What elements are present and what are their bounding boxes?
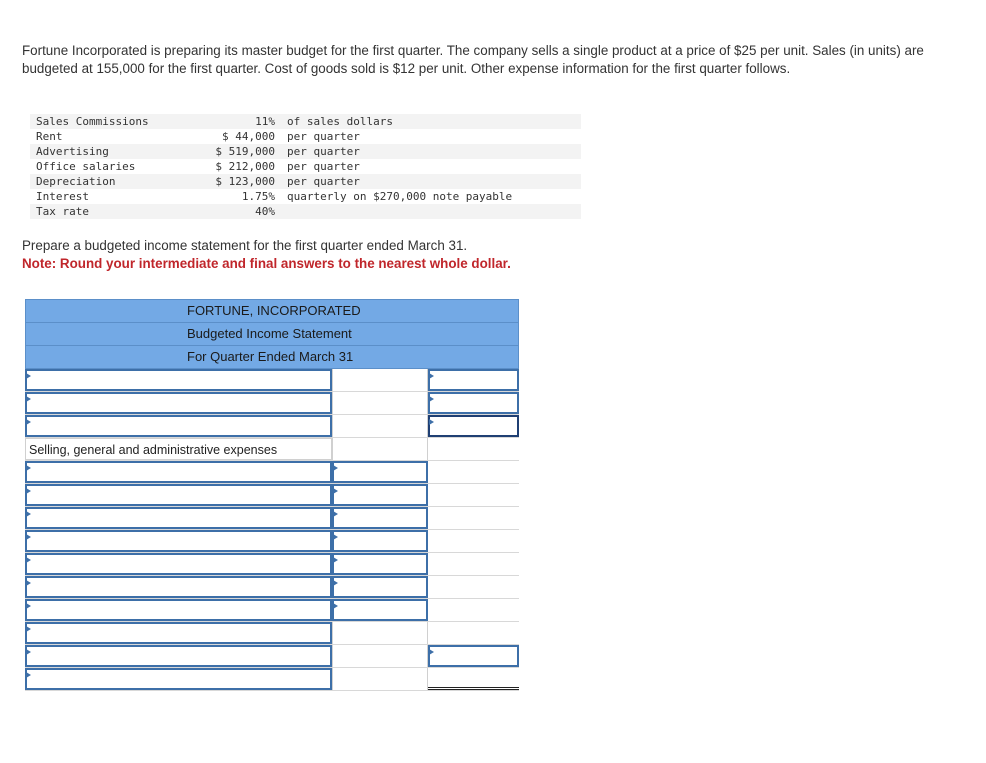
line-item-input[interactable] bbox=[25, 369, 332, 391]
instructions bbox=[22, 237, 511, 273]
table-row bbox=[25, 484, 519, 507]
empty-cell bbox=[332, 415, 428, 437]
table-row bbox=[25, 530, 519, 553]
table-row bbox=[25, 622, 519, 645]
empty-cell bbox=[428, 622, 519, 644]
expense-row: Interest 1.75% quarterly on $270,000 note payable bbox=[36, 190, 513, 203]
amount-input[interactable] bbox=[428, 645, 519, 667]
empty-cell bbox=[332, 668, 428, 690]
amount-input[interactable] bbox=[428, 392, 519, 414]
expense-name-input[interactable] bbox=[25, 484, 332, 506]
expense-info-table bbox=[30, 114, 581, 219]
line-item-input[interactable] bbox=[25, 645, 332, 667]
line-item-input[interactable] bbox=[25, 668, 332, 690]
empty-cell bbox=[428, 576, 519, 598]
expense-row: Office salaries $ 212,000 per quarter bbox=[36, 160, 360, 173]
statement-title: Budgeted Income Statement bbox=[25, 322, 519, 345]
expense-amount-input[interactable] bbox=[332, 576, 428, 598]
table-row bbox=[25, 576, 519, 599]
expense-name-input[interactable] bbox=[25, 576, 332, 598]
amount-input[interactable] bbox=[428, 415, 519, 437]
table-row bbox=[25, 369, 519, 392]
empty-cell bbox=[428, 484, 519, 506]
table-row bbox=[25, 553, 519, 576]
table-row bbox=[25, 599, 519, 622]
problem-intro: Fortune Incorporated is preparing its master budget for the first quarter. The company sells a single product at a price of $25 per unit. Sales (in units) are budgeted at 155,000 for the first quarter. Cost of goods sold is $12 per unit. Other expense information for the first quarter follows. bbox=[22, 43, 924, 76]
empty-cell bbox=[428, 507, 519, 529]
expense-amount-input[interactable] bbox=[332, 599, 428, 621]
line-item-input[interactable] bbox=[25, 392, 332, 414]
table-row bbox=[25, 392, 519, 415]
table-row bbox=[25, 668, 519, 691]
rounding-note: Note: Round your intermediate and final answers to the nearest whole dollar. bbox=[22, 256, 511, 271]
empty-cell bbox=[428, 553, 519, 575]
line-item-input[interactable] bbox=[25, 622, 332, 644]
expense-amount-input[interactable] bbox=[332, 553, 428, 575]
empty-cell bbox=[332, 645, 428, 667]
empty-cell bbox=[428, 530, 519, 552]
table-row bbox=[25, 507, 519, 530]
table-row bbox=[25, 645, 519, 668]
expense-row: Sales Commissions 11% of sales dollars bbox=[30, 114, 581, 129]
empty-cell bbox=[332, 438, 428, 460]
table-row bbox=[25, 438, 519, 461]
empty-cell bbox=[428, 599, 519, 621]
sga-label: Selling, general and administrative expenses bbox=[25, 438, 332, 460]
amount-input[interactable] bbox=[428, 369, 519, 391]
instruction-text: Prepare a budgeted income statement for the first quarter ended March 31. bbox=[22, 238, 468, 253]
statement-period: For Quarter Ended March 31 bbox=[25, 345, 519, 369]
expense-row: Depreciation $ 123,000 per quarter bbox=[30, 174, 581, 189]
table-row bbox=[25, 461, 519, 484]
expense-name-input[interactable] bbox=[25, 553, 332, 575]
expense-name-input[interactable] bbox=[25, 599, 332, 621]
empty-cell bbox=[332, 369, 428, 391]
empty-cell bbox=[332, 622, 428, 644]
company-name: FORTUNE, INCORPORATED bbox=[25, 299, 519, 322]
expense-row: Rent $ 44,000 per quarter bbox=[36, 130, 360, 143]
expense-row: Tax rate 40% bbox=[30, 204, 581, 219]
net-income-cell[interactable] bbox=[428, 668, 519, 690]
expense-amount-input[interactable] bbox=[332, 530, 428, 552]
expense-amount-input[interactable] bbox=[332, 507, 428, 529]
empty-cell bbox=[428, 461, 519, 483]
empty-cell bbox=[428, 438, 519, 460]
expense-row: Advertising $ 519,000 per quarter bbox=[30, 144, 581, 159]
empty-cell bbox=[332, 392, 428, 414]
expense-name-input[interactable] bbox=[25, 461, 332, 483]
table-row bbox=[25, 415, 519, 438]
line-item-input[interactable] bbox=[25, 415, 332, 437]
expense-amount-input[interactable] bbox=[332, 461, 428, 483]
expense-amount-input[interactable] bbox=[332, 484, 428, 506]
income-statement-form bbox=[25, 299, 519, 691]
expense-name-input[interactable] bbox=[25, 507, 332, 529]
expense-name-input[interactable] bbox=[25, 530, 332, 552]
